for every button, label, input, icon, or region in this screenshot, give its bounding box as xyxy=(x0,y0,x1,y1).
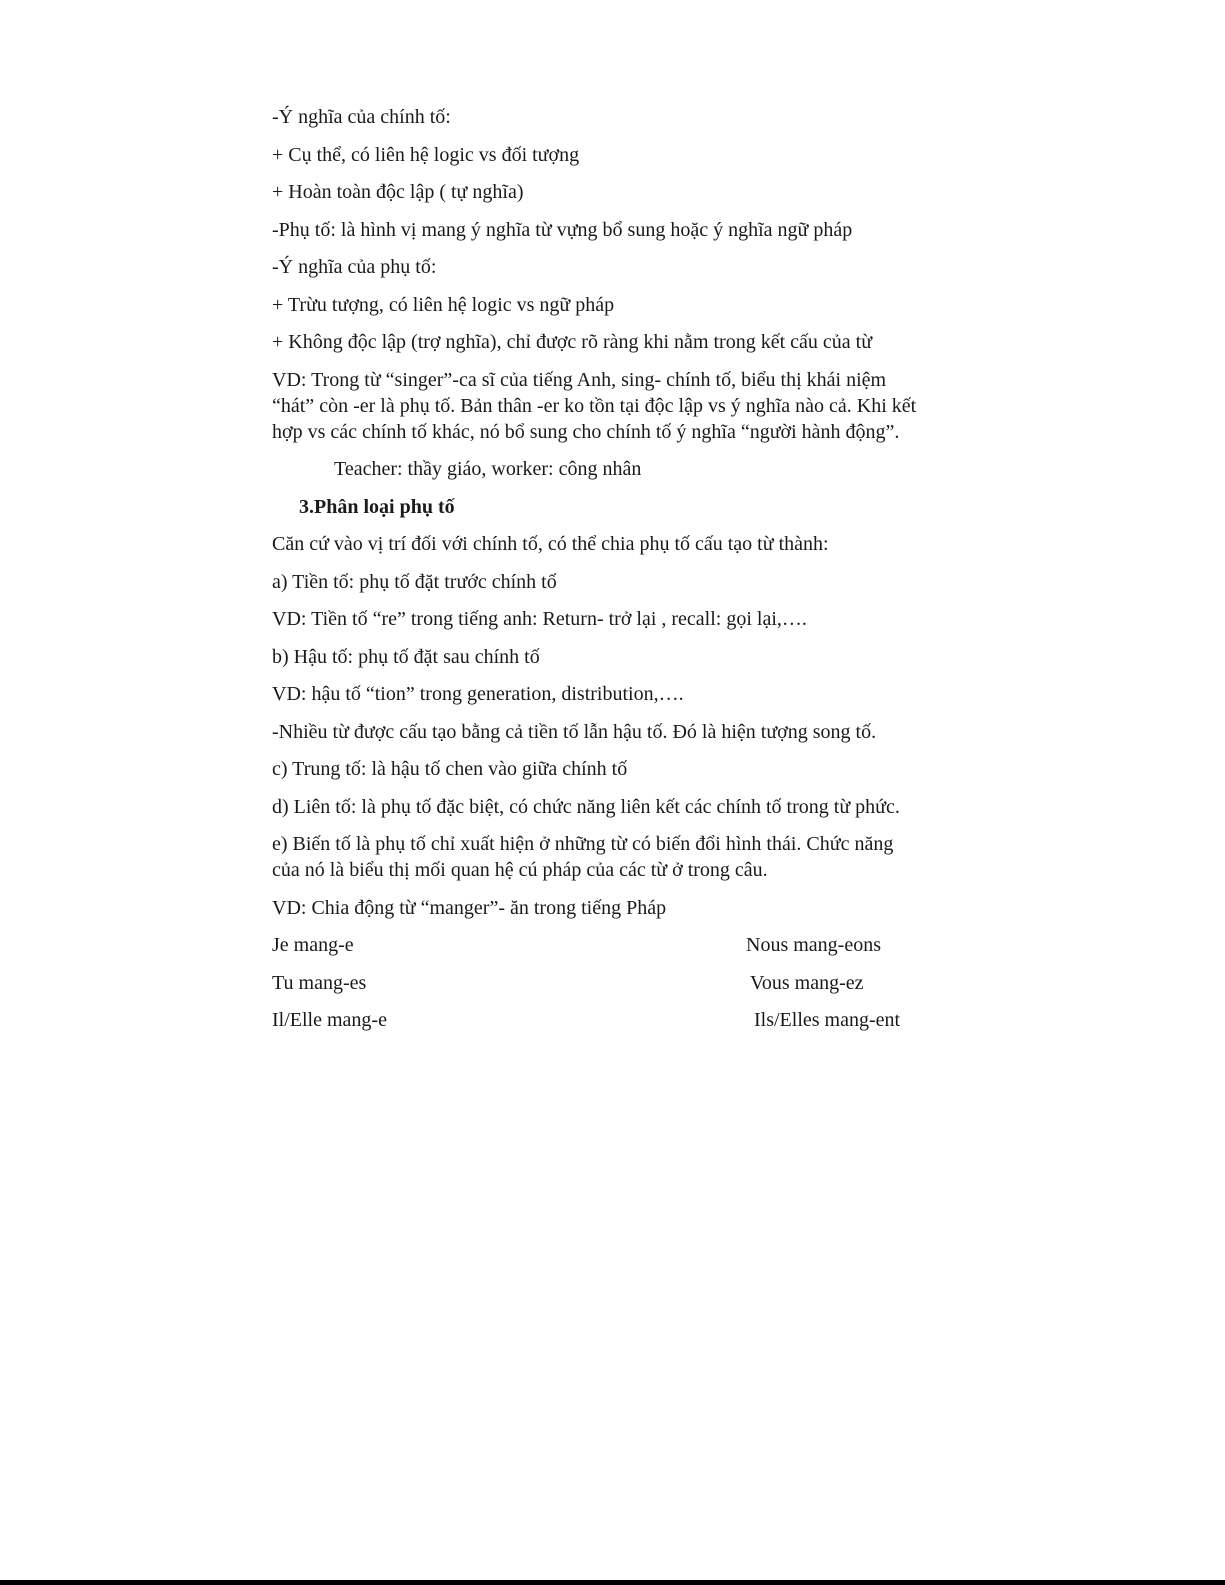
conjugation-plural: Nous mang-eons xyxy=(746,934,881,956)
paragraph-line: của nó là biểu thị mối quan hệ cú pháp của các từ ở trong câu. xyxy=(272,859,768,881)
text-line: c) Trung tố: là hậu tố chen vào giữa chính tố xyxy=(272,758,628,780)
conjugation-row xyxy=(272,970,972,996)
text-line: a) Tiền tố: phụ tố đặt trước chính tố xyxy=(272,570,557,593)
example-paragraph xyxy=(272,367,972,445)
text-line: VD: hậu tố “tion” trong generation, distribution,…. xyxy=(272,683,684,705)
text-line: -Ý nghĩa của chính tố: xyxy=(272,106,451,128)
text-line: -Phụ tố: là hình vị mang ý nghĩa từ vựng bổ sung hoặc ý nghĩa ngữ pháp xyxy=(272,218,853,241)
section-heading: 3.Phân loại phụ tố xyxy=(299,495,455,518)
bottom-border xyxy=(0,1580,1225,1585)
text-line: + Trừu tượng, có liên hệ logic vs ngữ pháp xyxy=(272,293,615,316)
conjugation-singular: Il/Elle mang-e xyxy=(272,1009,387,1031)
text-line: Căn cứ vào vị trí đối với chính tố, có thể chia phụ tố cấu tạo từ thành: xyxy=(272,533,829,555)
text-line: + Cụ thể, có liên hệ logic vs đối tượng xyxy=(272,143,580,166)
text-line: d) Liên tố: là phụ tố đặc biệt, có chức năng liên kết các chính tố trong từ phức. xyxy=(272,795,900,818)
conjugation-intro: VD: Chia động từ “manger”- ăn trong tiếng Pháp xyxy=(272,896,667,919)
conjugation-row xyxy=(272,932,972,958)
text-line: + Không độc lập (trợ nghĩa), chỉ được rõ ràng khi nằm trong kết cấu của từ xyxy=(272,331,873,353)
example-indent-line: Teacher: thầy giáo, worker: công nhân xyxy=(334,458,642,480)
conjugation-plural: Ils/Elles mang-ent xyxy=(754,1009,901,1031)
paragraph-line: hợp vs các chính tố khác, nó bổ sung cho chính tố ý nghĩa “người hành động”. xyxy=(272,420,900,443)
conjugation-plural: Vous mang-ez xyxy=(750,971,864,994)
text-line: -Nhiều từ được cấu tạo bằng cả tiền tố lẫn hậu tố. Đó là hiện tượng song tố. xyxy=(272,720,877,743)
paragraph-line: e) Biến tố là phụ tố chỉ xuất hiện ở những từ có biến đổi hình thái. Chức năng xyxy=(272,833,894,855)
text-line: VD: Tiền tố “re” trong tiếng anh: Return- trở lại , recall: gọi lại,…. xyxy=(272,608,807,630)
paragraph-line: VD: Trong từ “singer”-ca sĩ của tiếng Anh, sing- chính tố, biểu thị khái niệm xyxy=(272,368,887,391)
conjugation-row xyxy=(272,1007,972,1033)
paragraph-line: “hát” còn -er là phụ tố. Bản thân -er ko tồn tại độc lập vs ý nghĩa nào cả. Khi kết xyxy=(272,394,917,417)
conjugation-singular: Tu mang-es xyxy=(272,971,367,994)
conjugation-singular: Je mang-e xyxy=(272,934,354,956)
text-line: + Hoàn toàn độc lập ( tự nghĩa) xyxy=(272,181,524,203)
document-page xyxy=(272,104,972,1045)
inflection-paragraph xyxy=(272,831,972,883)
text-line: -Ý nghĩa của phụ tố: xyxy=(272,256,437,278)
text-line: b) Hậu tố: phụ tố đặt sau chính tố xyxy=(272,645,540,668)
